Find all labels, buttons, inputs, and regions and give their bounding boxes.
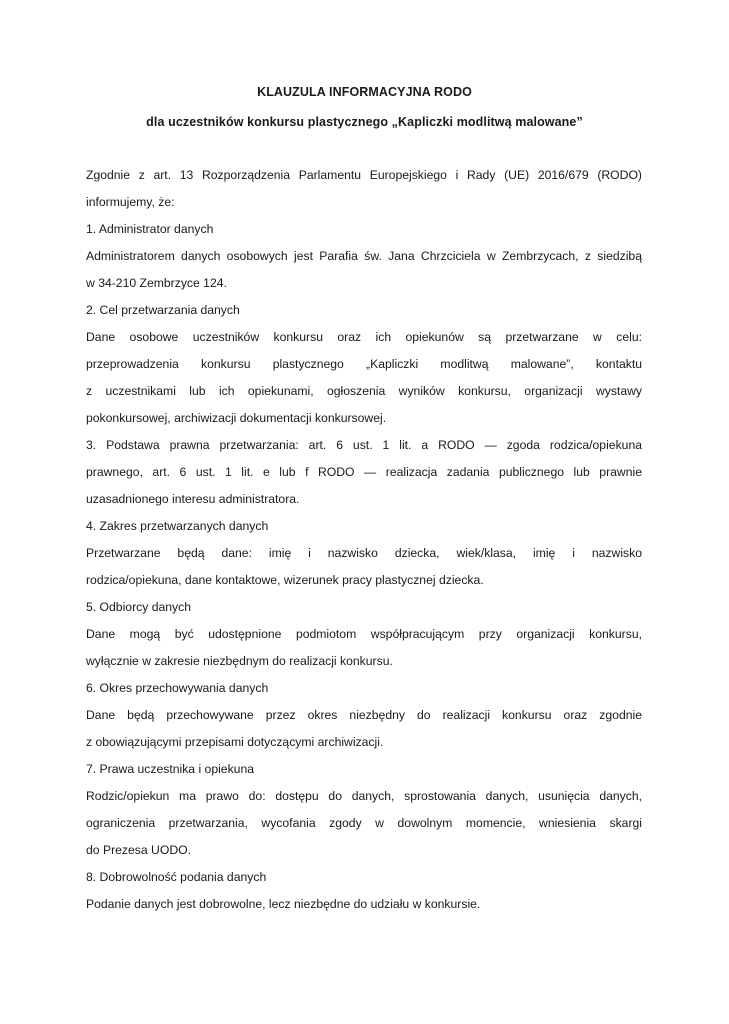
section-line: Podanie danych jest dobrowolne, lecz niezbędne do udziału w konkursie. xyxy=(86,897,481,911)
section-heading-retention: 6. Okres przechowywania danych xyxy=(86,681,269,695)
section-heading-voluntary: 8. Dobrowolność podania danych xyxy=(86,870,267,884)
section-line: Rodzic/opiekun ma prawo do: dostępu do danych, sprostowania danych, usunięcia danych, xyxy=(86,789,642,803)
section-text-purpose xyxy=(86,324,642,432)
section-line: pokonkursowej, archiwizacji dokumentacji konkursowej. xyxy=(86,411,387,425)
section-heading-administrator: 1. Administrator danych xyxy=(86,222,214,236)
section-line: 3. Podstawa prawna przetwarzania: art. 6 ust. 1 lit. a RODO — zgoda rodzica/opiekuna xyxy=(86,438,642,452)
section-text-rights xyxy=(86,783,642,864)
section-line: Administratorem danych osobowych jest Parafia św. Jana Chrzciciela w Zembrzycach, z siedzibą xyxy=(86,249,642,263)
section-text-administrator xyxy=(86,243,642,297)
section-line: rodzica/opiekuna, dane kontaktowe, wizerunek pracy plastycznej dziecka. xyxy=(86,573,484,587)
section-line: do Prezesa UODO. xyxy=(86,843,191,857)
section-line: Dane mogą być udostępnione podmiotom współpracującym przy organizacji konkursu, xyxy=(86,627,642,641)
section-line: przeprowadzenia konkursu plastycznego „Kapliczki modlitwą malowane”, kontaktu xyxy=(86,357,642,371)
document-subtitle: dla uczestników konkursu plastycznego „Kapliczki modlitwą malowane” xyxy=(146,115,583,129)
section-line: Dane osobowe uczestników konkursu oraz ich opiekunów są przetwarzane w celu: xyxy=(86,330,642,344)
section-heading-recipients: 5. Odbiorcy danych xyxy=(86,600,192,614)
section-line: wyłącznie w zakresie niezbędnym do realizacji konkursu. xyxy=(86,654,393,668)
document-heading xyxy=(0,84,729,130)
section-line: Dane będą przechowywane przez okres niezbędny do realizacji konkursu oraz zgodnie xyxy=(86,708,642,722)
section-text-retention xyxy=(86,702,642,756)
section-line: uzasadnionego interesu administratora. xyxy=(86,492,300,506)
intro-paragraph xyxy=(86,162,642,216)
intro-line: informujemy, że: xyxy=(86,195,175,209)
section-heading-purpose: 2. Cel przetwarzania danych xyxy=(86,303,240,317)
section-line: z obowiązującymi przepisami dotyczącymi archiwizacji. xyxy=(86,735,384,749)
section-line: z uczestnikami lub ich opiekunami, ogłoszenia wyników konkursu, organizacji wystawy xyxy=(86,384,642,398)
section-line: w 34-210 Zembrzyce 124. xyxy=(86,276,227,290)
section-line: Przetwarzane będą dane: imię i nazwisko dziecka, wiek/klasa, imię i nazwisko xyxy=(86,546,642,560)
section-heading-data-scope: 4. Zakres przetwarzanych danych xyxy=(86,519,269,533)
section-heading-rights: 7. Prawa uczestnika i opiekuna xyxy=(86,762,255,776)
section-line: ograniczenia przetwarzania, wycofania zgody w dowolnym momencie, wniesienia skargi xyxy=(86,816,642,830)
document-body xyxy=(86,162,642,918)
section-text-voluntary xyxy=(86,891,642,918)
section-line: prawnego, art. 6 ust. 1 lit. e lub f RODO — realizacja zadania publicznego lub prawnie xyxy=(86,465,642,479)
section-text-data-scope xyxy=(86,540,642,594)
section-text-legal-basis xyxy=(86,432,642,513)
section-text-recipients xyxy=(86,621,642,675)
document-title: KLAUZULA INFORMACYJNA RODO xyxy=(257,85,472,99)
intro-line: Zgodnie z art. 13 Rozporządzenia Parlamentu Europejskiego i Rady (UE) 2016/679 (RODO) xyxy=(86,168,642,182)
